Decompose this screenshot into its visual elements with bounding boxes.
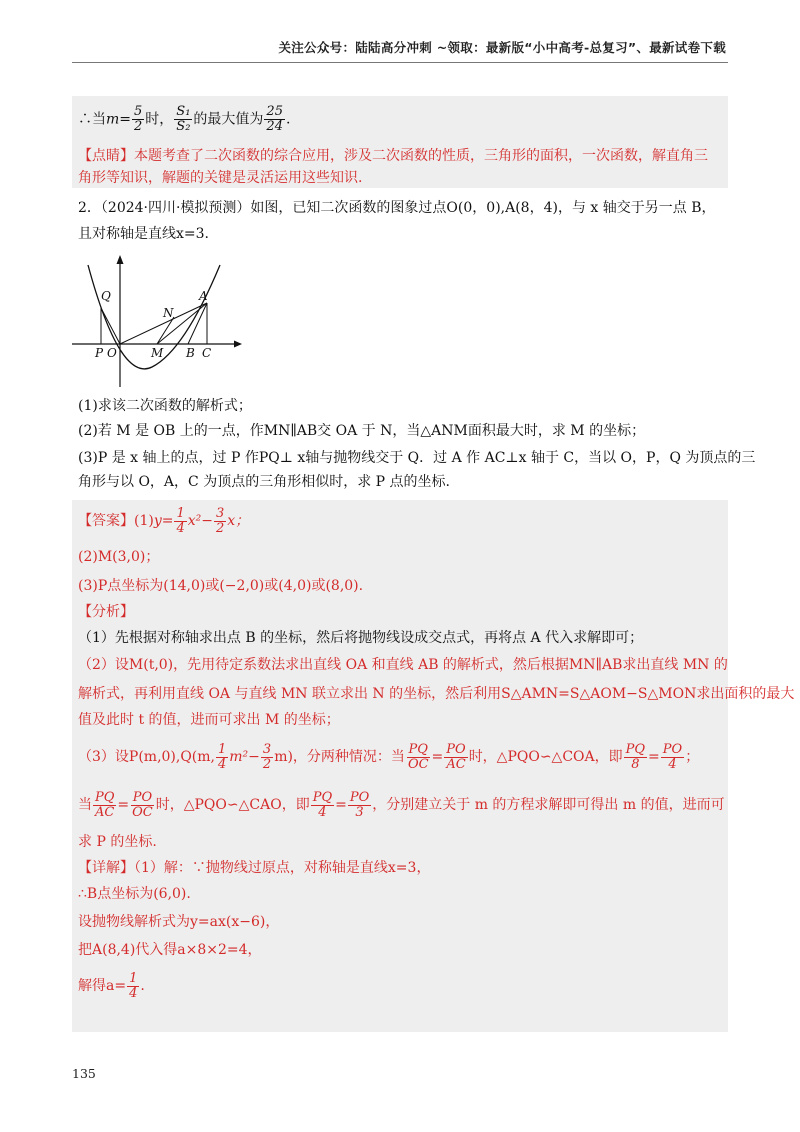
problem-line-1: 2．（2024·四川·模拟预测）如图，已知二次函数的图象过点O(0，0),A(8，4)，与 x 轴交于另一点 B， [78,200,716,216]
detail-line-2: ∴B点坐标为(6,0). [78,886,191,902]
analysis-part-3-line-3: 求 P 的坐标. [78,834,157,850]
detail-line-1: 【详解】（1）解：∵抛物线过原点，对称轴是直线x=3， [78,860,431,876]
parabola-figure [72,255,252,393]
previous-conclusion: ∴当m= $\frac{5}{2}$ 时， $\frac{\text{S₁}}{\text{S₂}}$ 的最大值为 $\frac{25}{24}$ . [78,104,291,134]
label-m: M [151,346,164,360]
fraction: $\frac{1}{4}$ [218,741,227,772]
fraction: $\frac{PO}{3}$ [349,789,370,820]
fraction: $\frac{PQ}{OC}$ [407,741,429,772]
analysis-part-2-line-1: （2）设M(t,0)，先用待定系数法求出直线 OA 和直线 AB 的解析式，然后根据MN∥AB求出直线 MN 的 [78,657,728,673]
analysis-part-3-line-2: 当 $\frac{PQ}{AC}$ = $\frac{PO}{OC}$ 时，△PQO∽△CAO，即 $\frac{PQ}{4}$ = $\frac{PO}{3}$ ，分别建立关于 m 的方程求解即可得出 m 的值，进而可 [78,789,725,820]
detail-tag: 【详解】 [78,860,134,876]
question-1: (1)求该二次函数的解析式； [78,398,252,414]
comment-line-1: 【点睛】本题考查了二次函数的综合应用，涉及二次函数的性质，三角形的面积，一次函数，解直角三 [78,148,708,164]
question-3-line-1: (3)P 是 x 轴上的点，过 P 作PQ⊥ x轴与抛物线交于 Q．过 A 作 AC⊥x 轴于 C，当以 O，P，Q 为顶点的三 [78,450,756,466]
fraction: $\frac{1}{4}$ [176,505,185,536]
fraction: $\frac{PO}{4}$ [662,741,683,772]
label-q: Q [101,289,111,303]
fraction: $\frac{3}{2}$ [262,741,272,772]
analysis-part-2-line-3: 值及此时 t 的值，进而可求出 M 的坐标； [78,712,340,728]
problem-line-2: 且对称轴是直线x=3. [78,226,209,242]
fraction: $\frac{PQ}{8}$ [625,741,646,772]
label-b: B [186,346,195,360]
detail-line-5: 解得a= $\frac{1}{4}$ . [78,970,145,1001]
label-o: O [107,346,117,360]
label-n: N [163,306,174,320]
analysis-part-3-line-1: （3）设P(m,0),Q(m, $\frac{1}{4}$ m²− $\frac{3}{2}$ m)，分两种情况：当 $\frac{PQ}{OC}$ = $\frac{PO}{AC}$ 时，△PQO∽△COA，即 $\frac{PQ}{8}$ = $\frac{PO}{4}$ ； [78,741,700,772]
fraction: $\frac{\text{S₁}}{\text{S₂}}$ [176,104,191,134]
analysis-part-1: （1）先根据对称轴求出点 B 的坐标，然后将抛物线设成交点式，再将点 A 代入求解即可； [78,630,644,646]
label-a: A [199,289,208,303]
analysis-part-2-line-2: 解析式，再利用直线 OA 与直线 MN 联立求出 N 的坐标，然后利用S△AMN=S△AOM−S△MON求出面积的最大 [78,686,795,702]
detail-line-4: 把A(8,4)代入得a×8×2=4， [78,942,262,958]
comment-line-2: 角形等知识，解题的关键是灵活运用这些知识. [78,170,363,186]
detail-line-3: 设抛物线解析式为y=ax(x−6)， [78,914,280,930]
question-2: (2)若 M 是 OB 上的一点，作MN∥AB交 OA 于 N，当△ANM面积最大时，求 M 的坐标； [78,423,646,439]
analysis-tag: 【分析】 [78,604,134,620]
fraction: $\frac{5}{2}$ [134,104,143,134]
fraction: $\frac{3}{2}$ [216,505,225,536]
fraction: $\frac{1}{4}$ [129,970,138,1001]
answer-3: (3)P点坐标为(14,0)或(−2,0)或(4,0)或(8,0). [78,578,364,594]
question-3-line-2: 角形与以 O，A，C 为顶点的三角形相似时，求 P 点的坐标. [78,474,450,490]
fraction: $\frac{PO}{AC}$ [446,741,466,772]
fraction: $\frac{PQ}{AC}$ [95,789,115,820]
fraction: $\frac{PQ}{4}$ [312,789,333,820]
label-p: P [95,346,104,360]
fraction: $\frac{PO}{OC}$ [132,789,153,820]
header-divider [72,62,728,63]
answer-2: (2)M(3,0)； [78,549,160,565]
y-axis-arrow-icon [117,255,124,264]
x-axis-arrow-icon [234,341,242,348]
fraction: $\frac{25}{24}$ [266,104,283,134]
page-header: 关注公众号：陆陆高分冲刺 ~领取：最新版“小中高考-总复习”、最新试卷下载 [278,40,726,55]
answer-1: 【答案】(1)y= $\frac{1}{4}$ x²− $\frac{3}{2}$ x； [78,505,250,536]
answer-tag: 【答案】 [78,513,134,529]
label-c: C [202,346,212,360]
page-number: 135 [72,1066,96,1081]
comment-tag: 【点睛】 [78,148,134,164]
